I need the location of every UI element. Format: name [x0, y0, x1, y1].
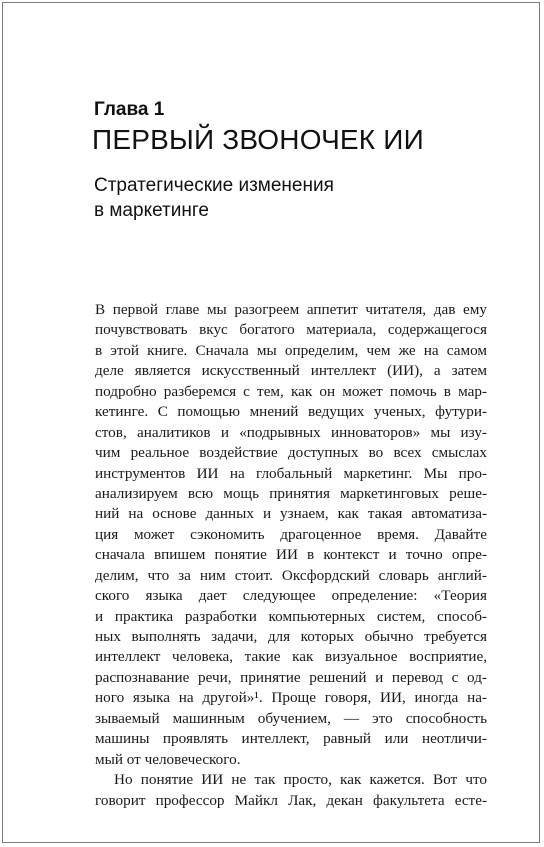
text-line: и практика разработки компьютерных систем, способ- — [95, 607, 487, 625]
text-line: делим, что за ним стоит. Оксфордский словарь англий- — [95, 566, 487, 584]
text-line: деле является искусственный интеллект (ИИ), а затем — [95, 362, 487, 380]
text-line: В первой главе мы разогреем аппетит читателя, дав ему — [95, 301, 487, 318]
text-line: машины проявлять интеллект, равный или неотличи- — [95, 730, 487, 748]
text-line: Но понятие ИИ не так просто, как кажется. Вот что — [114, 771, 487, 789]
text-line: говорит профессор Майкл Лак, декан факультета есте- — [95, 791, 487, 809]
text-line: интеллект человека, такие как визуальное восприятие, — [95, 648, 487, 666]
body-text — [95, 300, 487, 811]
paragraph-1 — [95, 300, 487, 770]
text-line: ных выполнять задачи, для которых обычно требуется — [95, 628, 487, 645]
text-line: ского языка дает следующее определение: «Теория — [95, 587, 487, 605]
text-line: сначала впишем понятие ИИ в контекст и точно опре- — [95, 546, 487, 564]
text-line: инструментов ИИ на глобальный маркетинг. Мы про- — [95, 464, 487, 482]
text-line: стов, аналитиков и «подрывных инноваторов» мы изу- — [95, 423, 487, 441]
text-line: зываемый машинным обучением, — это способность — [95, 709, 487, 727]
chapter-label: Глава 1 — [94, 99, 165, 120]
chapter-subtitle — [94, 173, 334, 223]
text-line: ний на основе данных и узнаем, как такая автоматиза- — [95, 505, 487, 523]
chapter-subtitle-line: Стратегические изменения — [94, 175, 334, 196]
book-page — [2, 2, 540, 843]
text-line: почувствовать вкус богатого материала, содержащегося — [95, 321, 487, 339]
text-line: чим реальное воздействие доступных во всех смыслах — [95, 444, 487, 462]
text-line: ция может сэкономить драгоценное время. Давайте — [95, 525, 487, 543]
text-line: кетинге. С помощью мнений ведущих ученых, футури- — [95, 403, 487, 421]
text-line: в этой книге. Сначала мы определим, чем же на самом — [95, 341, 487, 359]
text-line: распознавание речи, принятие решений и перевод с од- — [95, 668, 487, 686]
text-line: анализируем всю мощь принятия маркетинговых реше- — [95, 484, 487, 502]
paragraph-2 — [95, 770, 487, 811]
text-line: ного языка на другой»¹. Проще говоря, ИИ, иногда на- — [95, 689, 487, 707]
chapter-title: ПЕРВЫЙ ЗВОНОЧЕК ИИ — [92, 124, 424, 155]
chapter-subtitle-line: в маркетинге — [94, 200, 209, 221]
text-line: мый от человеческого. — [95, 750, 241, 768]
text-line: подробно разберемся с тем, как он может помочь в мар- — [95, 382, 487, 400]
